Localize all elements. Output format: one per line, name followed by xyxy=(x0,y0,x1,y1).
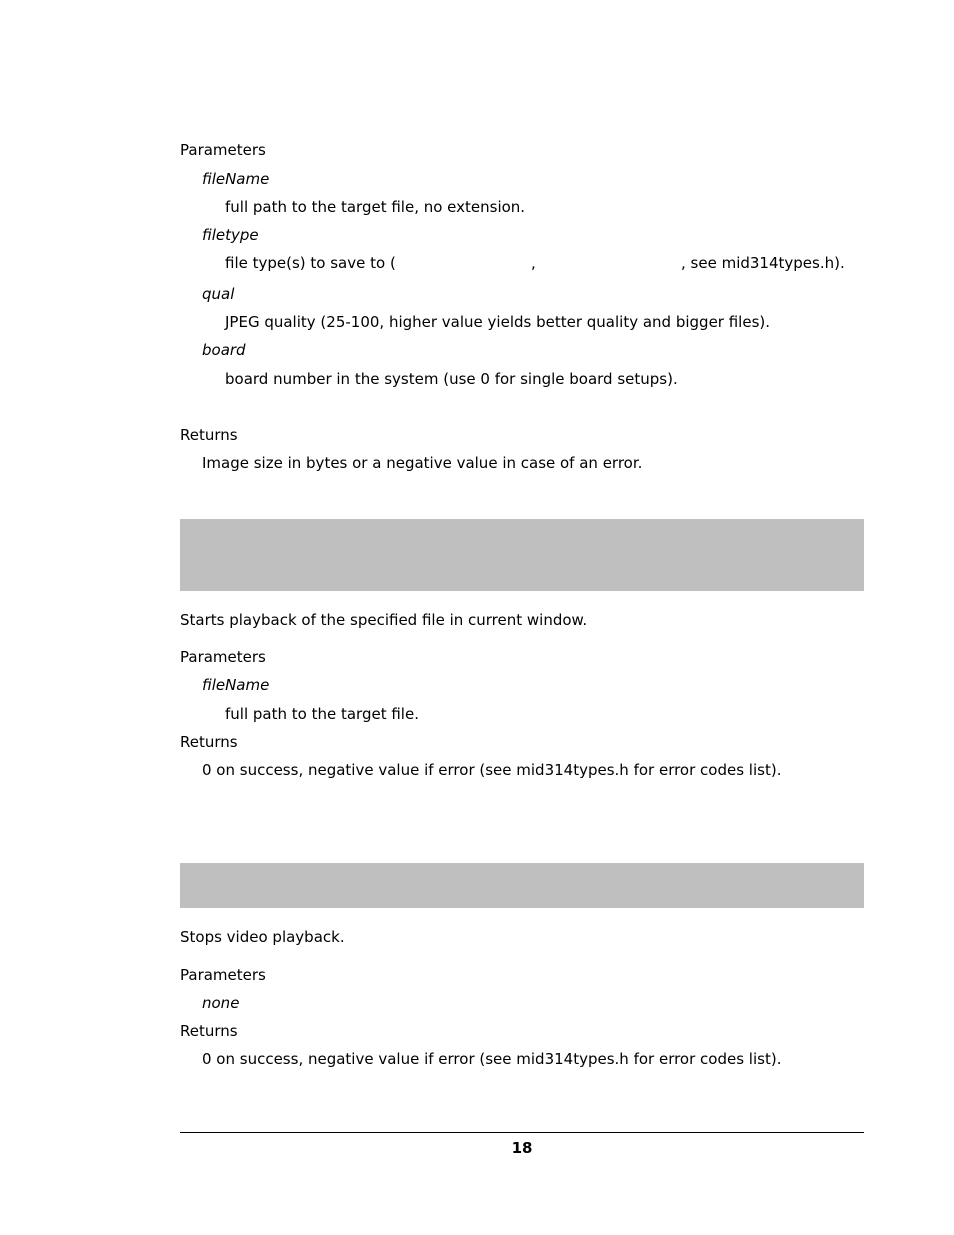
footer-rule xyxy=(180,1132,864,1133)
returns-heading: Returns xyxy=(180,733,238,751)
param-name-qual: qual xyxy=(202,285,235,303)
returns-heading: Returns xyxy=(180,426,238,444)
function-header-bar xyxy=(180,519,864,591)
returns-desc: 0 on success, negative value if error (see mid314types.h for error codes list). xyxy=(202,1050,782,1068)
param-desc-filetype-part-b: , xyxy=(531,254,536,272)
param-name-none: none xyxy=(202,994,240,1012)
returns-heading: Returns xyxy=(180,1022,238,1040)
param-name-filename: fileName xyxy=(202,170,270,188)
parameters-heading: Parameters xyxy=(180,966,266,984)
param-name-board: board xyxy=(202,341,246,359)
returns-desc: Image size in bytes or a negative value in case of an error. xyxy=(202,454,643,472)
param-desc-qual: JPEG quality (25-100, higher value yields better quality and bigger files). xyxy=(225,313,771,331)
function-description: Stops video playback. xyxy=(180,928,345,946)
returns-desc: 0 on success, negative value if error (see mid314types.h for error codes list). xyxy=(202,761,782,779)
page-number: 18 xyxy=(511,1139,533,1157)
param-desc-board: board number in the system (use 0 for single board setups). xyxy=(225,370,678,388)
parameters-heading: Parameters xyxy=(180,648,266,666)
param-desc-filetype-part-a: file type(s) to save to ( xyxy=(225,254,396,272)
param-desc-filename: full path to the target file, no extension. xyxy=(225,198,526,216)
param-name-filetype: filetype xyxy=(202,226,259,244)
parameters-heading: Parameters xyxy=(180,141,266,159)
function-header-bar xyxy=(180,863,864,908)
param-name-filename: fileName xyxy=(202,676,270,694)
param-desc-filename: full path to the target file. xyxy=(225,705,419,723)
function-description: Starts playback of the specified file in current window. xyxy=(180,611,588,629)
param-desc-filetype-part-c: , see mid314types.h). xyxy=(681,254,845,272)
